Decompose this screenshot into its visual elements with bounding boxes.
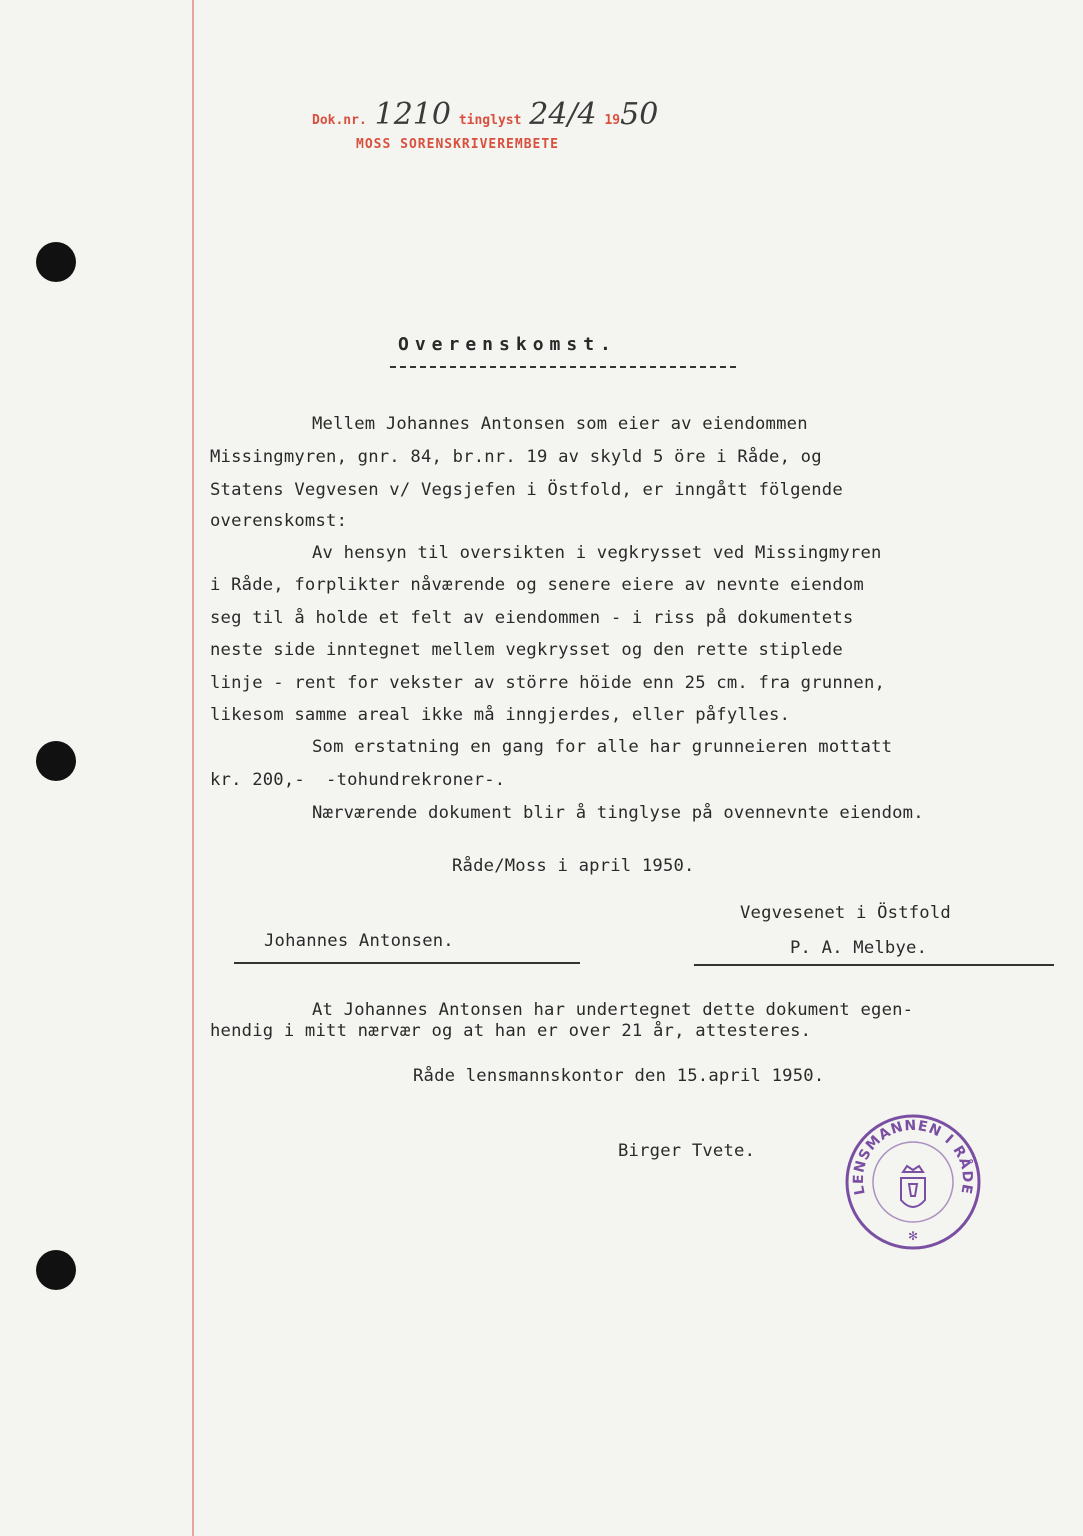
body-line: Nærværende dokument blir å tinglyse på ovennevnte eiendom. [312, 803, 924, 823]
body-line: Missingmyren, gnr. 84, br.nr. 19 av skyld 5 öre i Råde, og [210, 447, 822, 467]
signature-left-name: Johannes Antonsen. [264, 931, 454, 951]
body-line: linje - rent for vekster av större höide enn 25 cm. fra grunnen, [210, 673, 886, 693]
body-line: Mellem Johannes Antonsen som eier av eiendommen [312, 414, 808, 434]
body-line: i Råde, forplikter nåværende og senere eiere av nevnte eiendom [210, 575, 864, 595]
signatory-organization: Vegvesenet i Östfold [740, 903, 951, 923]
signature-line-left [234, 962, 580, 964]
body-line: likesom samme areal ikke må inngjerdes, eller påfylles. [210, 705, 791, 725]
seal-star-icon: ✻ [907, 1229, 919, 1243]
signature-right-name: P. A. Melbye. [790, 938, 928, 958]
body-line: overenskomst: [210, 511, 348, 531]
attest-signature: Birger Tvete. [618, 1141, 756, 1161]
attestation-line: hendig i mitt nærvær og at han er over 21 år, attesteres. [210, 1021, 812, 1041]
registration-stamp [312, 97, 659, 152]
body-line: kr. 200,- -tohundrekroner-. [210, 770, 506, 790]
attestation-line: At Johannes Antonsen har undertegnet dette dokument egen- [312, 1000, 914, 1020]
title-underline [390, 366, 736, 368]
punch-hole-top [36, 242, 76, 282]
body-line: neste side inntegnet mellem vegkrysset og den rette stiplede [210, 640, 843, 660]
punch-hole-bottom [36, 1250, 76, 1290]
margin-line [192, 0, 194, 1536]
document-title: Overenskomst. [398, 334, 617, 355]
stamp-office: MOSS SORENSKRIVEREMBETE [356, 137, 560, 152]
body-line: Av hensyn til oversikten i vegkrysset ved Missingmyren [312, 543, 882, 563]
body-line: Som erstatning en gang for alle har grunneieren mottatt [312, 737, 893, 757]
stamp-registered-label: tinglyst [458, 113, 522, 128]
stamp-year-prefix: 19 [604, 113, 621, 128]
body-line: seg til å holde et felt av eiendommen - i riss på dokumentets [210, 608, 854, 628]
punch-hole-middle [36, 741, 76, 781]
stamp-number: 1210 [374, 97, 451, 132]
stamp-year: 50 [620, 97, 659, 132]
official-seal-stamp [843, 1112, 983, 1252]
body-line: Statens Vegvesen v/ Vegsjefen i Östfold, er inngått fölgende [210, 480, 843, 500]
office-date: Råde lensmannskontor den 15.april 1950. [413, 1066, 825, 1086]
stamp-date: 24/4 [529, 97, 597, 132]
place-date: Råde/Moss i april 1950. [452, 856, 695, 876]
coat-of-arms-icon [901, 1166, 925, 1207]
seal-text: LENSMANNEN I RÅDE [850, 1117, 976, 1197]
stamp-prefix: Dok.nr. [312, 113, 367, 128]
signature-line-right [694, 964, 1054, 966]
